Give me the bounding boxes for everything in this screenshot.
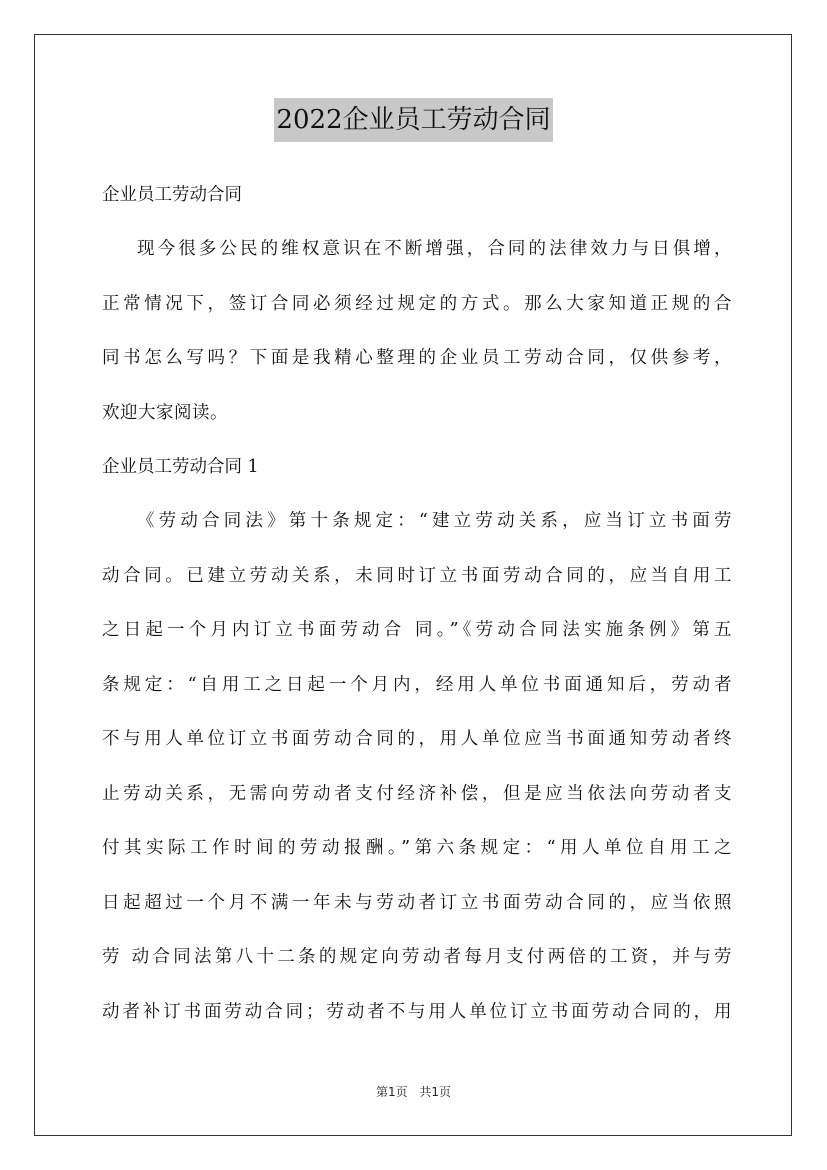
page-number-current: 第1页	[375, 1085, 408, 1099]
paragraph-line: 同书怎么写吗？下面是我精心整理的企业员工劳动合同，仅供参考，	[102, 348, 732, 368]
document-body	[102, 168, 732, 1039]
paragraph-line: 付其实际工作时间的劳动报酬。”第六条规定：“用人单位自用工之	[102, 838, 732, 858]
paragraph-line: 正常情况下，签订合同必须经过规定的方式。那么大家知道正规的合	[102, 293, 732, 314]
paragraph-line: 止劳动关系，无需向劳动者支付经济补偿，但是应当依法向劳动者支	[102, 783, 732, 804]
paragraph-line: 现今很多公民的维权意识在不断增强，合同的法律效力与日俱增，	[137, 239, 732, 259]
paragraph-line: 劳 动合同法第八十二条的规定向劳动者每月支付两倍的工资，并与劳	[102, 947, 732, 967]
paragraph-line: 动者补订书面劳动合同；劳动者不与用人单位订立书面劳动合同的，用	[102, 1001, 732, 1022]
paragraph-line: 《劳动合同法》第十条规定：“建立劳动关系，应当订立书面劳	[137, 511, 732, 531]
paragraph-line: 日起超过一个月不满一年未与劳动者订立书面劳动合同的，应当依照	[102, 892, 732, 913]
paragraph-line: 动合同。已建立劳动关系，未同时订立书面劳动合同的，应当自用工	[102, 565, 732, 586]
body-paragraph	[102, 494, 732, 1039]
intro-paragraph	[102, 222, 732, 440]
page-number-total: 共1页	[419, 1085, 452, 1099]
document-title: 2022企业员工劳动合同	[274, 98, 552, 142]
paragraph-line: 欢迎大家阅读。	[102, 402, 228, 423]
section-heading: 企业员工劳动合同 1	[102, 457, 259, 477]
paragraph-line: 条规定：“自用工之日起一个月内，经用人单位书面通知后，劳动者	[102, 674, 732, 695]
section-heading: 企业员工劳动合同	[102, 185, 242, 205]
page-footer	[0, 1083, 827, 1100]
paragraph-line: 之日起一个月内订立书面劳动合 同。”《劳动合同法实施条例》第五	[102, 620, 732, 640]
paragraph-line: 不与用人单位订立书面劳动合同的，用人单位应当书面通知劳动者终	[102, 729, 732, 749]
title-container	[0, 98, 827, 142]
